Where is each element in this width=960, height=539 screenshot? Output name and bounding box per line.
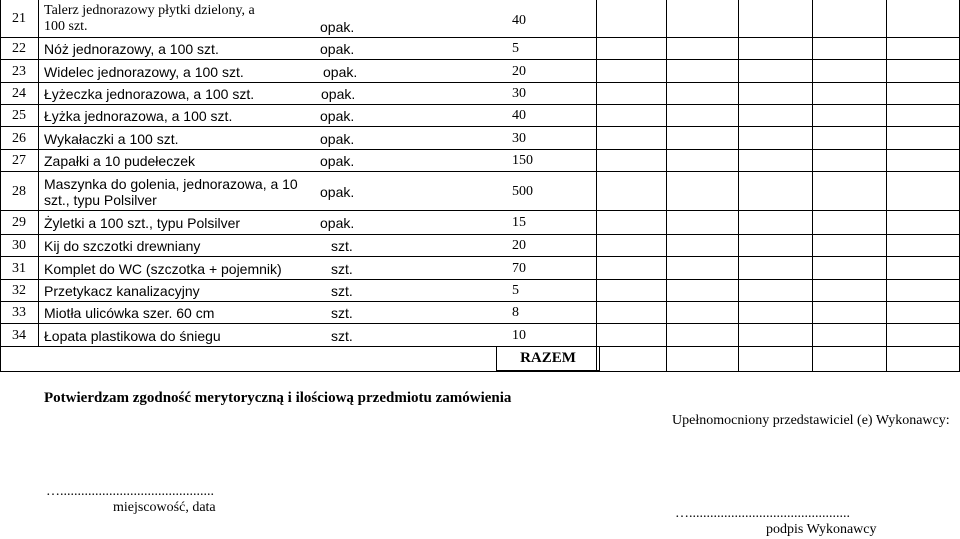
item-unit: opak. bbox=[321, 86, 356, 102]
place-date-dots: …............................................ bbox=[46, 484, 214, 499]
row-number: 22 bbox=[12, 41, 26, 56]
item-name-line: Łyżeczka jednorazowa, a 100 szt. bbox=[44, 86, 255, 102]
row-number: 21 bbox=[12, 11, 26, 26]
item-name bbox=[44, 86, 254, 102]
grid-line bbox=[596, 0, 597, 372]
row-number: 23 bbox=[12, 63, 26, 79]
item-unit: opak. bbox=[323, 63, 358, 80]
row-number: 28 bbox=[12, 183, 26, 199]
item-name bbox=[44, 215, 240, 231]
table-row bbox=[0, 127, 960, 150]
row-number: 25 bbox=[12, 108, 26, 123]
place-date-label: miejscowość, data bbox=[113, 500, 216, 515]
table-row bbox=[0, 257, 960, 280]
item-name bbox=[44, 108, 232, 124]
item-name-line: 100 szt. bbox=[44, 19, 88, 34]
table-row bbox=[0, 324, 960, 347]
table-row bbox=[0, 38, 960, 60]
item-unit: opak. bbox=[320, 215, 355, 231]
item-quantity: 5 bbox=[512, 41, 519, 56]
item-name-line: Łyżka jednorazowa, a 100 szt. bbox=[44, 108, 233, 124]
item-quantity: 500 bbox=[512, 183, 533, 199]
grid-line bbox=[738, 0, 739, 372]
row-number: 24 bbox=[12, 86, 26, 101]
item-name-line: Talerz jednorazowy płytki dzielony, a bbox=[44, 3, 255, 18]
signature-dots: ….............................................. bbox=[675, 506, 850, 521]
item-name bbox=[44, 153, 195, 169]
item-unit: szt. bbox=[331, 327, 353, 344]
item-quantity: 8 bbox=[512, 305, 519, 320]
grid-line bbox=[666, 0, 667, 372]
row-number: 33 bbox=[12, 305, 26, 320]
item-name-line: Kij do szczotki drewniany bbox=[44, 238, 201, 254]
item-name bbox=[44, 41, 219, 57]
row-number: 27 bbox=[12, 153, 26, 168]
item-unit: szt. bbox=[331, 283, 353, 299]
item-name bbox=[44, 283, 200, 299]
item-unit: opak. bbox=[320, 19, 355, 35]
item-quantity: 30 bbox=[512, 130, 526, 146]
item-name bbox=[44, 261, 282, 277]
row-number: 32 bbox=[12, 283, 26, 298]
item-unit: szt. bbox=[331, 260, 353, 277]
table-row bbox=[0, 60, 960, 83]
item-name bbox=[44, 64, 244, 80]
confirmation-text: Potwierdzam zgodność merytoryczną i ilościową przedmiotu zamówienia bbox=[44, 390, 512, 406]
grid-line bbox=[38, 0, 39, 347]
item-quantity: 5 bbox=[512, 283, 519, 298]
table-row bbox=[0, 302, 960, 324]
table-row bbox=[0, 211, 960, 235]
item-quantity: 40 bbox=[512, 13, 526, 28]
item-name-line: szt., typu Polsilver bbox=[44, 191, 157, 208]
item-name bbox=[44, 3, 255, 35]
grid-line bbox=[886, 0, 887, 372]
item-quantity: 30 bbox=[512, 86, 526, 101]
item-name-line: Przetykacz kanalizacyjny bbox=[44, 283, 200, 299]
row-number: 34 bbox=[12, 327, 26, 343]
row-number: 30 bbox=[12, 238, 26, 253]
item-quantity: 20 bbox=[512, 238, 526, 253]
item-quantity: 70 bbox=[512, 260, 526, 276]
item-unit: szt. bbox=[331, 305, 353, 321]
row-number: 26 bbox=[12, 130, 26, 146]
item-quantity: 10 bbox=[512, 327, 526, 343]
representative-label: Upełnomocniony przedstawiciel (e) Wykonawcy: bbox=[672, 413, 950, 428]
table-row bbox=[0, 280, 960, 302]
row-number: 29 bbox=[12, 215, 26, 230]
item-name-line: Miotła ulicówka szer. 60 cm bbox=[44, 305, 215, 321]
signature-label: podpis Wykonawcy bbox=[766, 522, 877, 537]
grid-line bbox=[812, 0, 813, 372]
row-number: 31 bbox=[12, 260, 26, 276]
item-name bbox=[44, 328, 221, 344]
item-unit: opak. bbox=[320, 108, 355, 124]
item-name-line: Nóż jednorazowy, a 100 szt. bbox=[44, 41, 219, 57]
grid-line bbox=[0, 371, 960, 372]
item-quantity: 150 bbox=[512, 153, 533, 168]
table-row bbox=[0, 105, 960, 127]
item-quantity: 40 bbox=[512, 108, 526, 123]
item-quantity: 20 bbox=[512, 63, 526, 79]
table-row bbox=[0, 0, 960, 38]
item-name-line: Zapałki a 10 pudełeczek bbox=[44, 153, 195, 169]
item-name bbox=[44, 131, 178, 147]
table-row bbox=[0, 150, 960, 172]
total-label: RAZEM bbox=[496, 346, 600, 371]
item-name bbox=[44, 238, 200, 254]
grid-line bbox=[0, 0, 1, 347]
item-unit: szt. bbox=[331, 238, 353, 254]
table-row bbox=[0, 172, 960, 211]
item-name-line: Żyletki a 100 szt., typu Polsilver bbox=[44, 215, 241, 231]
item-unit: opak. bbox=[320, 41, 355, 57]
item-name bbox=[44, 176, 298, 208]
item-unit: opak. bbox=[320, 130, 355, 147]
table-row bbox=[0, 83, 960, 105]
item-name-line: Łopata plastikowa do śniegu bbox=[44, 327, 221, 344]
item-name-line: Maszynka do golenia, jednorazowa, a 10 bbox=[44, 175, 298, 192]
grid-line bbox=[0, 347, 1, 372]
item-name bbox=[44, 305, 214, 321]
item-quantity: 15 bbox=[512, 215, 526, 230]
item-name-line: Widelec jednorazowy, a 100 szt. bbox=[44, 63, 244, 80]
item-name-line: Komplet do WC (szczotka + pojemnik) bbox=[44, 260, 282, 277]
item-unit: opak. bbox=[320, 153, 355, 169]
item-name-line: Wykałaczki a 100 szt. bbox=[44, 130, 179, 147]
item-unit: opak. bbox=[320, 183, 355, 200]
table-row bbox=[0, 235, 960, 257]
